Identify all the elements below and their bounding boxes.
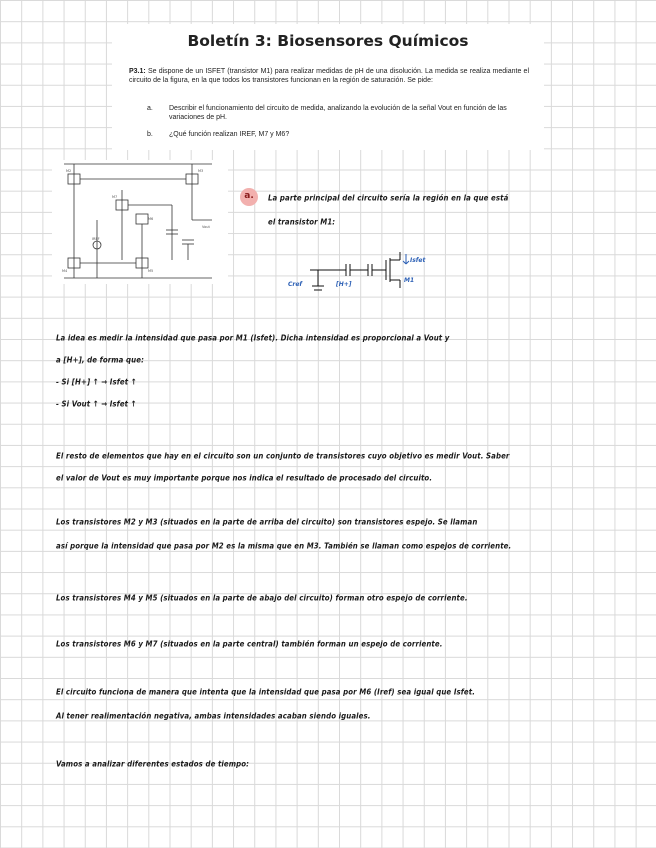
note-line: El resto de elementos que hay en el circuito son un conjunto de transistores cuyo objetivo es medir Vout. Saber <box>56 451 510 461</box>
svg-text:Vout: Vout <box>202 225 210 229</box>
item-letter: b. <box>147 131 153 138</box>
note-line: Al tener realimentación negativa, ambas intensidades acaban siendo iguales. <box>56 711 371 721</box>
isfet-sketch <box>282 244 462 296</box>
svg-text:M3: M3 <box>198 169 204 173</box>
problem-text: Se dispone de un ISFET (transistor M1) para realizar medidas de pH de una disolución. La medida se realiza mediante el circuito de la figura, en la que todos los transistores funcionan en la región de saturación. Se pide: <box>129 68 529 85</box>
note-line: La idea es medir la intensidad que pasa por M1 (Isfet). Dicha intensidad es proporcional a Vout y <box>56 333 450 343</box>
note-line: a [H+], de forma que: <box>56 355 144 365</box>
page-title: Boletín 3: Biosensores Químicos <box>187 32 469 50</box>
ion-label: [H+] <box>336 281 352 288</box>
svg-text:IREF: IREF <box>92 237 100 241</box>
note-line: El circuito funciona de manera que intenta que la intensidad que pasa por M6 (Iref) sea igual que Isfet. <box>56 687 475 697</box>
cref-label: Cref <box>288 281 303 288</box>
item-text: Describir el funcionamiento del circuito de medida, analizando la evolución de la señal Vout en función de las variaciones de pH. <box>169 105 507 122</box>
svg-text:M7: M7 <box>112 195 118 199</box>
note-line: Vamos a analizar diferentes estados de tiempo: <box>56 759 250 769</box>
problem-intro <box>129 67 529 86</box>
isfet-sketch-drawing <box>282 244 462 296</box>
note-line: el valor de Vout es muy importante porque nos indica el resultado de procesado del circuito. <box>56 473 433 483</box>
svg-text:M2: M2 <box>66 169 72 173</box>
svg-text:M5: M5 <box>148 269 154 273</box>
item-text: ¿Qué función realizan IREF, M7 y M6? <box>169 131 290 138</box>
circuit-diagram <box>52 160 228 284</box>
note-line: Los transistores M6 y M7 (situados en la parte central) también forman un espejo de corriente. <box>56 639 443 649</box>
svg-text:M6: M6 <box>148 217 154 221</box>
note-line: Los transistores M4 y M5 (situados en la parte de abajo del circuito) forman otro espejo de corriente. <box>56 593 468 603</box>
isfet-label: Isfet <box>410 257 426 264</box>
note-line: Los transistores M2 y M3 (situados en la parte de arriba del circuito) son transistores espejo. Se llaman <box>56 517 478 527</box>
m1-label: M1 <box>404 277 415 284</box>
problem-statement <box>112 24 544 150</box>
note-intro-line: La parte principal del circuito sería la región en la que está <box>268 193 509 203</box>
svg-text:M4: M4 <box>62 269 68 273</box>
problem-label: P3.1: <box>129 68 146 75</box>
note-line: - Si Vout ↑ → Isfet ↑ <box>56 399 137 409</box>
note-line: así porque la intensidad que pasa por M2 es la misma que en M3. También se llaman como espejos de corriente. <box>56 541 512 551</box>
item-letter: a. <box>147 105 153 112</box>
note-line: - Si [H+] ↑ → Isfet ↑ <box>56 377 137 387</box>
circuit-schematic <box>52 160 228 284</box>
answer-marker: a. <box>240 188 258 206</box>
note-intro-line: el transistor M1: <box>268 217 336 227</box>
